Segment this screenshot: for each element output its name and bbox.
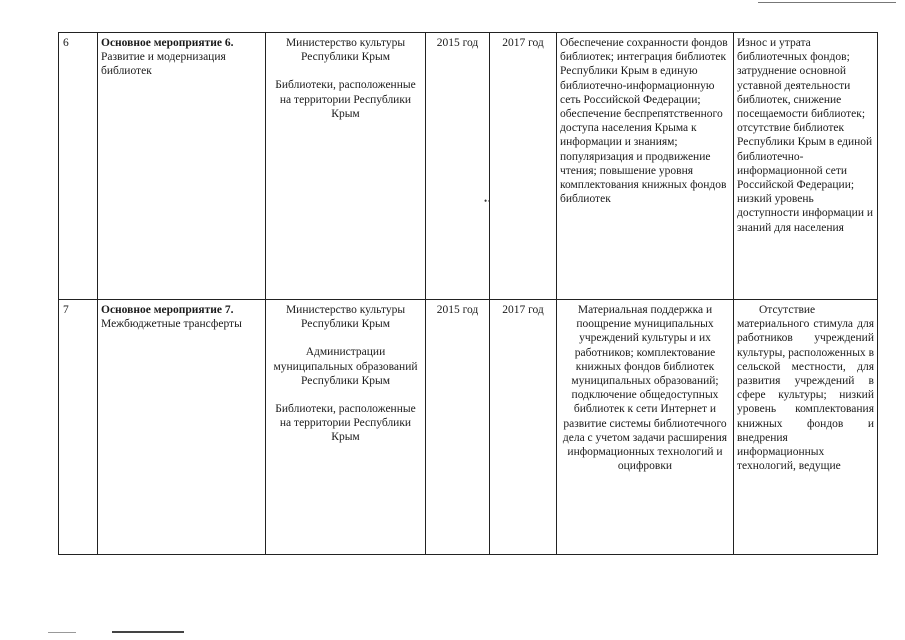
consequences: Отсутствие материального стимула для работников учреждений культуры, расположенных в сельской местности, для развития учреждений в сфере культуры; низкий уровень комплектования книжных фондов и внедрения информационных технологий, ведущие bbox=[734, 300, 878, 555]
measure-description: Развитие и модернизация библиотек bbox=[101, 51, 226, 78]
table-row bbox=[59, 300, 878, 555]
expected-result: Материальная поддержка и поощрение муниципальных учреждений культуры и их работников; комплектование книжных фондов библиотек муниципальных образований; подключение общедоступных библиотек к сети Интернет и развитие системы библиотечного дела с учетом задачи расширения информационных технологий и оцифровки bbox=[557, 300, 734, 555]
executor: Библиотеки, расположенные на территории Республики Крым bbox=[275, 403, 416, 444]
footer-rule-right bbox=[112, 631, 184, 633]
stray-mark: •· bbox=[484, 196, 491, 206]
table-row bbox=[59, 33, 878, 300]
measures-table bbox=[58, 32, 878, 555]
end-year: 2017 год bbox=[490, 33, 557, 300]
measure-cell bbox=[98, 300, 266, 555]
executors-cell bbox=[266, 33, 426, 300]
executor: Администрации муниципальных образований Республики Крым bbox=[273, 346, 418, 387]
executor: Министерство культуры Республики Крым bbox=[285, 304, 406, 331]
row-number: 6 bbox=[59, 33, 98, 300]
consequences: Износ и утрата библиотечных фондов; затруднение основной уставной деятельности библиотек, снижение посещаемости библиотек; отсутствие библиотек Республики Крым в единой библиотечно-информационной сети Российской Федерации; низкий уровень доступности информации и знаний для населения bbox=[734, 33, 878, 300]
end-year: 2017 год bbox=[490, 300, 557, 555]
executor: Министерство культуры Республики Крым bbox=[285, 37, 406, 64]
measure-title: Основное мероприятие 7. bbox=[101, 304, 234, 316]
measure-description: Межбюджетные трансферты bbox=[101, 318, 242, 331]
expected-result: Обеспечение сохранности фондов библиотек; интеграция библиотек Республики Крым в единую библиотечно-информационную сеть Российской Федерации; обеспечение беспрепятственного доступа населения Крыма к информации и знаниям; популяризация и продвижение чтения; повышение уровня комплектования книжных фондов библиотек bbox=[557, 33, 734, 300]
executors-cell bbox=[266, 300, 426, 555]
measure-title: Основное мероприятие 6. bbox=[101, 37, 234, 49]
row-number: 7 bbox=[59, 300, 98, 555]
executor: Библиотеки, расположенные на территории Республики Крым bbox=[275, 79, 416, 120]
start-year: 2015 год bbox=[426, 300, 490, 555]
start-year: 2015 год bbox=[426, 33, 490, 300]
footer-rule-left bbox=[48, 632, 76, 633]
top-edge-rule bbox=[758, 2, 896, 3]
measure-cell bbox=[98, 33, 266, 300]
